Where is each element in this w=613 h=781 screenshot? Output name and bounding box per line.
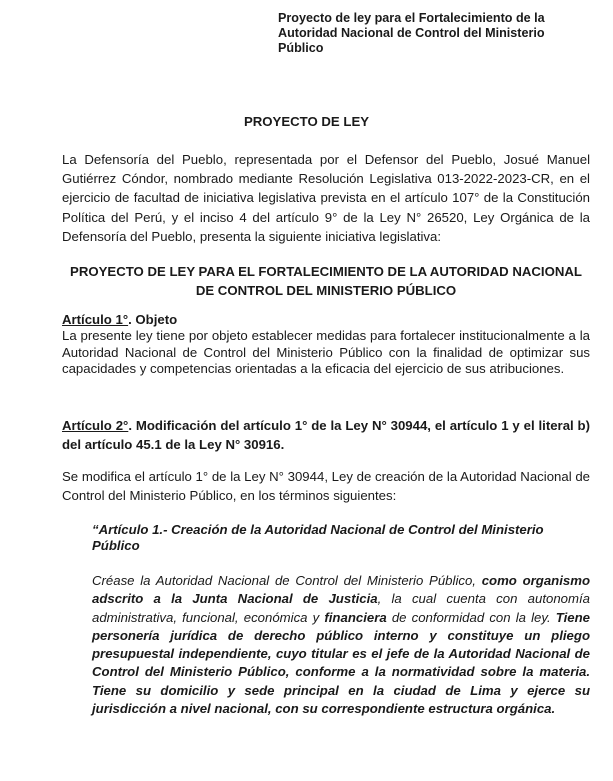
quote-bold-3: Tiene personería jurídica de derecho público interno y constituye un pliego presupuestal independiente, cuyo titular es el jefe de la Autoridad Nacional de Control del Ministerio Público, conforme a la normatividad sobre la materia. Tiene su domicilio y sede principal en la ciudad de Lima y ejerce su jurisdicción a nivel nacional, con su correspondiente estructura orgánica.: [92, 609, 590, 717]
intro-paragraph: La Defensoría del Pueblo, representada por el Defensor del Pueblo, Josué Manuel Gutiérrez Cóndor, nombrado mediante Resolución Legislativa 013-2022-2023-CR, en el ejercicio de facultad de iniciativa legislativa prevista en el artículo 107° de la Constitución Política del Perú, y el inciso 4 del artículo 9° de la Ley N° 26520, Ley Orgánica de la Defensoría del Pueblo, presenta la siguiente iniciativa legislativa:: [62, 152, 590, 244]
article-2-heading-text: . Modificación del artículo 1° de la Ley N° 30944, el artículo 1 y el literal b) del artículo 45.1 de la Ley N° 30916.: [62, 418, 591, 452]
bill-subtitle: PROYECTO DE LEY PARA EL FORTALECIMIENTO DE LA AUTORIDAD NACIONAL DE CONTROL DEL MINISTERIO PÚBLICO: [70, 264, 582, 298]
quoted-article-body: [92, 572, 590, 718]
quoted-article-title: “Artículo 1.- Creación de la Autoridad Nacional de Control del Ministerio Público: [92, 522, 544, 554]
article-1: [62, 312, 590, 378]
article-2-label: Artículo 2°: [62, 418, 129, 433]
quote-bold-1: como organismo adscrito a la Junta Nacional de Justicia: [92, 573, 590, 607]
quote-bold-2: financiera: [324, 609, 387, 625]
quote-text-2: , la cual cuenta con autonomía administrativa, funcional, económica y: [92, 591, 590, 625]
article-1-heading: [62, 312, 590, 328]
article-1-heading-text: . Objeto: [128, 312, 178, 327]
article-2-body: Se modifica el artículo 1° de la Ley N° 30944, Ley de creación de la Autoridad Nacional de Control del Ministerio Público, en los términos siguientes:: [62, 469, 590, 503]
article-1-label: Artículo 1°: [62, 312, 129, 327]
document-title: PROYECTO DE LEY: [243, 114, 370, 129]
page-header-title: Proyecto de ley para el Fortalecimiento de la Autoridad Nacional de Control del Ministerio Público: [278, 11, 545, 55]
article-2-heading: [62, 416, 590, 454]
quote-text-1: Créase la Autoridad Nacional de Control del Ministerio Público,: [92, 573, 482, 588]
article-1-body: La presente ley tiene por objeto establecer medidas para fortalecer institucionalmente a la Autoridad Nacional de Control del Ministerio Público con la finalidad de optimizar sus capacidades y competencias orientadas a la eficacia del ejercicio de sus atribuciones.: [62, 328, 590, 377]
quote-text-3: de conformidad con la ley.: [386, 609, 556, 625]
